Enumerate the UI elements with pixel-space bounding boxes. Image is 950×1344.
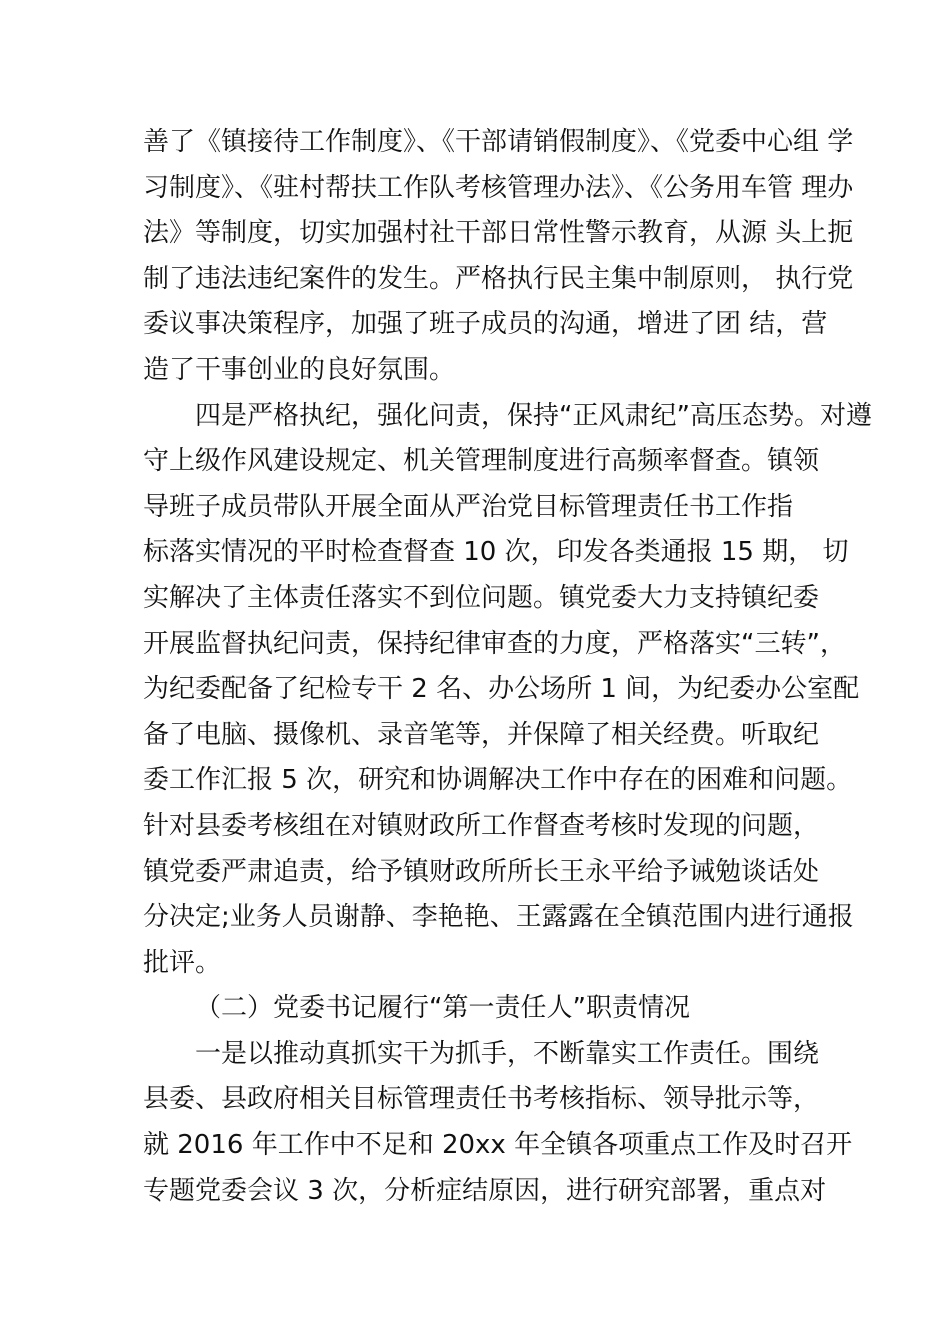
text-line: 针对县委考核组在对镇财政所工作督查考核时发现的问题， [143,810,820,841]
paragraph-start-line: 一是以推动真抓实干为抓手，不断靠实工作责任。围绕 [195,1038,820,1069]
text-line: 为纪委配备了纪检专干 2 名、办公场所 1 间，为纪委办公室配 [143,674,860,705]
text-line: 造了干事创业的良好氛围。 [143,354,456,385]
text-line: 守上级作风建设规定、机关管理制度进行高频率督查。镇领 [143,446,820,477]
text-line: 就 2016 年工作中不足和 20xx 年全镇各项重点工作及时召开 [143,1130,853,1161]
text-line: 专题党委会议 3 次，分析症结原因，进行研究部署，重点对 [143,1175,827,1206]
body-text [143,120,872,1214]
text-line: 批评。 [143,947,222,978]
text-line: 委议事决策程序，加强了班子成员的沟通，增进了团 结，营 [143,309,828,340]
text-line: 委工作汇报 5 次，研究和协调解决工作中存在的困难和问题。 [143,765,853,796]
text-line: 镇党委严肃追责，给予镇财政所所长王永平给予诫勉谈话处 [143,856,820,887]
text-line: 备了电脑、摄像机、录音笔等，并保障了相关经费。听取纪 [143,719,820,750]
text-line: 法》等制度，切实加强村社干部日常性警示教育，从源 头上扼 [143,218,854,249]
text-line: 习制度》、《驻村帮扶工作队考核管理办法》、《公务用车管 理办 [143,172,854,203]
text-line: 分决定;业务人员谢静、李艳艳、王露露在全镇范围内进行通报 [143,902,854,933]
text-line: 县委、县政府相关目标管理责任书考核指标、领导批示等， [143,1084,820,1115]
paragraph-start-line: 四是严格执纪，强化问责，保持“正风肃纪”高压态势。对遵 [195,400,872,431]
text-line: 导班子成员带队开展全面从严治党目标管理责任书工作指 [143,491,794,522]
text-line: 善了《镇接待工作制度》、《干部请销假制度》、《党委中心组 学 [143,127,854,157]
text-line: 标落实情况的平时检查督查 10 次，印发各类通报 15 期， 切 [143,537,849,568]
text-line: 实解决了主体责任落实不到位问题。镇党委大力支持镇纪委 [143,582,820,613]
text-line: 开展监督执纪问责，保持纪律审查的力度，严格落实“三转”， [143,628,846,659]
text-line: 制了违法违纪案件的发生。严格执行民主集中制原则， 执行党 [143,263,854,294]
section-heading: （二）党委书记履行“第一责任人”职责情况 [195,993,690,1024]
